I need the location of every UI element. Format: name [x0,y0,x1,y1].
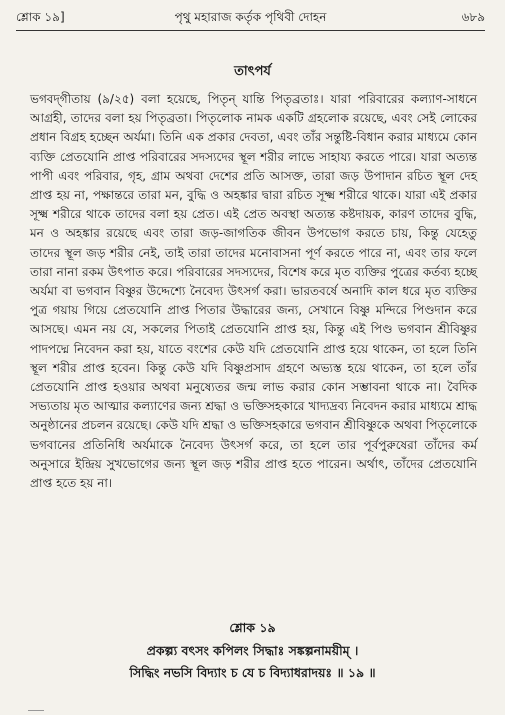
verse-text [0,640,505,684]
page-header [16,6,485,28]
header-divider [16,30,485,31]
verse-reference: শ্লোক ১৯] [16,10,65,24]
footer-mark [28,710,44,711]
verse-label: শ্লোক ১৯ [229,620,276,635]
chapter-title: পৃথু মহারাজ কর্তৃক পৃথিবী দোহন [174,10,327,24]
verse-line-1: প্রকল্প্য বৎসং কপিলং সিদ্ধাঃ সঙ্কল্পনাময়ীম্ । [146,643,359,658]
purport-paragraph: ভগবদ্‌গীতায় (৯/২৫) বলা হয়েছে, পিতৃন্ যান্তি পিতৃব্রতাঃ। যারা পরিবারের কল্যাণ-সাধনে আগ্রহী, তাদের বলা হয় পিতৃব্রতা। পিতৃলোক নামক একটি গ্রহলোক রয়েছে, এবং সেই লোকের প্রধান বিগ্রহ হচ্ছেন অর্যমা। তিনি এক প্রকার দেবতা, এবং তাঁর সন্তুষ্টি-বিধান করার মাধ্যমে কোন ব্যক্তি প্রেতযোনি প্রাপ্ত পরিবারের সদস্যদের স্থূল শরীর লাভে সাহায্য করতে পারে। যারা অত্যন্ত পাপী এবং পরিবার, গৃহ, গ্রাম অথবা দেশের প্রতি আসক্ত, তারা জড় উপাদান রচিত স্থূল দেহ প্রাপ্ত হয় না, পক্ষান্তরে তারা মন, বুদ্ধি ও অহঙ্কার দ্বারা রচিত সূক্ষ্ম শরীরে থাকে। যারা এই প্রকার সূক্ষ্ম শরীরে থাকে তাদের বলা হয় প্রেত। এই প্রেত অবস্থা অত্যন্ত কষ্টদায়ক, কারণ তাদের বুদ্ধি, মন ও অহঙ্কার রয়েছে এবং তারা জড়-জাগতিক জীবন উপভোগ করতে চায়, কিন্তু যেহেতু তাদের স্থূল জড় শরীর নেই, তাই তারা তাদের মনোবাসনা পূর্ণ করতে পারে না, এবং তার ফলে তারা নানা রকম উৎপাত করে। পরিবারের সদস্যদের, বিশেষ করে মৃত ব্যক্তির পুত্রের কর্তব্য হচ্ছে অর্যমা বা ভগবান বিষ্ণুর উদ্দেশ্যে নৈবেদ্য উৎসর্গ করা। ভারতবর্ষে অনাদি কাল ধরে মৃত ব্যক্তির পুত্র গয়ায় গিয়ে প্রেতযোনি প্রাপ্ত পিতার উদ্ধারের জন্য, সেখানে বিষ্ণু মন্দিরে পিণ্ডদান করে আসছে। এমন নয় যে, সকলের পিতাই প্রেতযোনি প্রাপ্ত হয়, কিন্তু এই পিণ্ড ভগবান শ্রীবিষ্ণুর পাদপদ্মে নিবেদন করা হয়, যাতে বংশের কেউ যদি প্রেতযোনি প্রাপ্ত হয়ে থাকেন, তা হলে তিনি স্থূল শরীর প্রাপ্ত হবেন। কিন্তু কেউ যদি বিষ্ণুপ্রসাদ গ্রহণে অভ্যস্ত হয়ে থাকেন, তা হলে তাঁর প্রেতযোনি প্রাপ্ত হওয়ার অথবা মনুষ্যেতর জন্ম লাভ করার কোন সম্ভাবনা থাকে না। বৈদিক সভ্যতায় মৃত আত্মার কল্যাণের জন্য শ্রদ্ধা ও ভক্তিসহকারে খাদ্যদ্রব্য নিবেদন করার মাধ্যমে শ্রাদ্ধ অনুষ্ঠানের প্রচলন রয়েছে। কেউ যদি শ্রদ্ধা ও ভক্তিসহকারে ভগবান শ্রীবিষ্ণুকে অথবা পিতৃলোকে ভগবানের প্রতিনিধি অর্যমাকে নৈবেদ্য উৎসর্গ করে, তা হলে তার পূর্বপুরুষেরা তাঁদের কর্ম অনুসারে ইন্দ্রিয় সুখভোগের জন্য স্থূল জড় শরীর প্রাপ্ত হতে পারেন। অর্থাৎ, তাঁদের প্রেতযোনি প্রাপ্ত হতে হয় না। [30,92,477,491]
section-heading: তাৎপর্য [234,64,271,79]
verse-line-2: সিদ্ধিং নভসি বিদ্যাং চ যে চ বিদ্যাধরাদয়ঃ ॥ ১৯ ॥ [129,665,376,680]
page-number: ৬৮৯ [461,10,485,24]
purport-body [30,90,477,493]
